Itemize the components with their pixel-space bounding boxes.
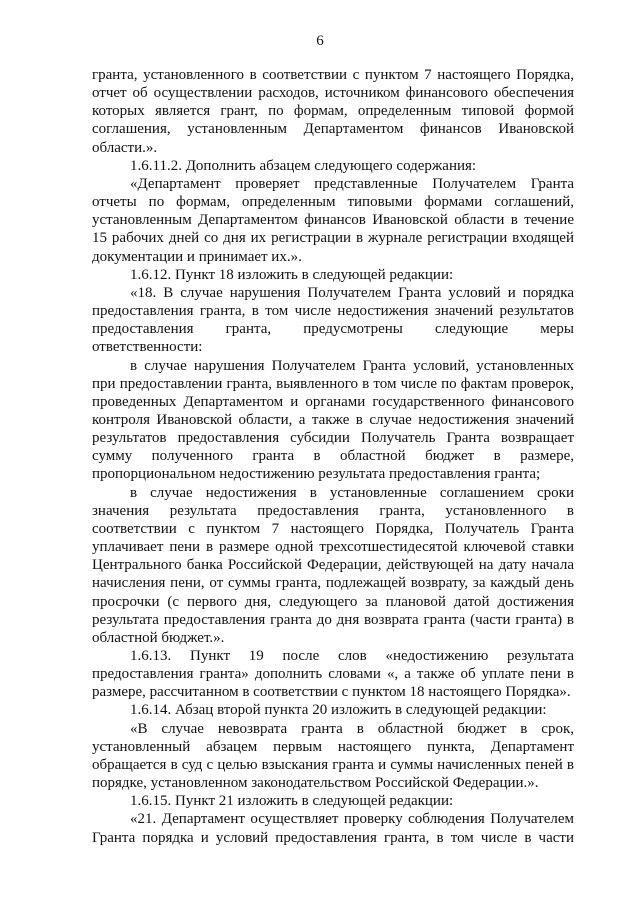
paragraph-quote-21: «21. Департамент осуществляет проверку соблюдения Получателем Гранта порядка и условий предоставления гранта, в том числе в части [92,811,574,846]
paragraph-continuation: гранта, установленного в соответствии с пунктом 7 настоящего Порядка, отчет об осуществлении расходов, источником финансового обеспечения которых является грант, по формам, определенным типовой формой соглашения, установленным Департаментом финансов Ивановской области.». [92,67,574,156]
paragraph-1-6-15: 1.6.15. Пункт 21 изложить в следующей редакции: [130,793,454,810]
paragraph-quote-18: «18. В случае нарушения Получателем Гранта условий и порядка предоставления гранта, в том числе недостижения значений результатов предоставления гранта, предусмотрены следующие меры ответственности: [92,284,574,356]
paragraph-1-6-11-2: 1.6.11.2. Дополнить абзацем следующего содержания: [130,157,477,174]
paragraph-violation-return: в случае нарушения Получателем Гранта условий, установленных при предоставлении гранта, выявленного в том числе по фактам проверок, проведенных Департаментом и органами государственного финансового контроля Ивановской области, а также в случае недостижения значений результатов предоставления субсидии Получатель Гранта возвращает сумму полученного гранта в областной бюджет в размере, пропорциональном недостижению результата предоставления гранта; [92,357,574,483]
paragraph-quote-court: «В случае невозврата гранта в областной бюджет в срок, установленный абзацем первым настоящего пункта, Департамент обращается в суд с целью взыскания гранта и суммы начисленных пеней в порядке, установленном законодательством Российской Федерации.». [92,720,574,792]
paragraph-quote-department-check: «Департамент проверяет представленные Получателем Гранта отчеты по формам, определенным типовыми формами соглашений, установленным Департаментом финансов Ивановской области в течение 15 рабочих дней со дня их регистрации в журнале регистрации входящей документации и принимает их.». [92,175,574,265]
paragraph-1-6-14: 1.6.14. Абзац второй пункта 20 изложить в следующей редакции: [130,702,547,719]
page-number: 6 [316,33,324,49]
paragraph-1-6-13: 1.6.13. Пункт 19 после слов «недостижению результата предоставления гранта» дополнить словами «, а также об уплате пени в размере, рассчитанном в соответствии с пунктом 18 настоящего Порядка». [92,648,574,701]
document-body [92,66,574,847]
paragraph-penalty: в случае недостижения в установленные соглашением сроки значения результата предоставления гранта, установленного в соответствии с пунктом 7 настоящего Порядка, Получатель Гранта уплачивает пени в размере одной трехсотшестидесятой ключевой ставки Центрального банка Российской Федерации, действующей на дату начала начисления пени, от суммы гранта, подлежащей возврату, за каждый день просрочки (с первого дня, следующего за плановой датой достижения результата предоставления гранта до дня возврата гранта (части гранта) в областной бюджет.». [92,484,574,646]
paragraph-1-6-12: 1.6.12. Пункт 18 изложить в следующей редакции: [130,266,454,283]
